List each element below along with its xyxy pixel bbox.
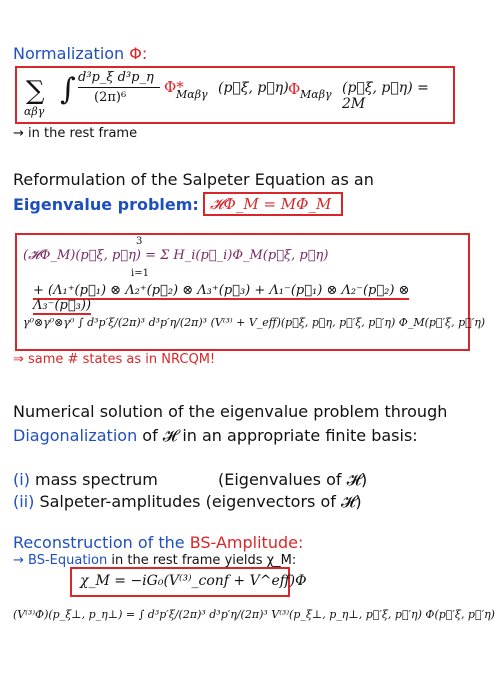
phi-subscript: Mαβγ (300, 88, 332, 101)
item1-text: mass spectrum (35, 470, 158, 489)
hamiltonian-line1: (𝓗Φ_M)(p⃗ξ, p⃗η) = Σ H_i(p⃗_i)Φ_M(p⃗ξ, p⃗η) (23, 248, 329, 263)
v3-phi-equation: (V⁽³⁾Φ)(p_ξ⊥, p_η⊥) = ∫ d³p′ξ/(2π)³ d³p′η/(2π)³ V⁽³⁾(p_ξ⊥, p_η⊥, p⃗′ξ, p⃗′η) Φ(p⃗′ξ, p⃗′η) (13, 608, 495, 621)
hamiltonian-line2 (33, 283, 468, 313)
item1-number: (i) (13, 470, 30, 489)
chi-equation: χ_M = −iG₀(V⁽³⁾_conf + V^eff)Φ (80, 573, 307, 589)
numerical-line2 (13, 426, 418, 446)
reconstruction-heading (13, 533, 303, 552)
reconstruction-title-pre: Reconstruction of the (13, 533, 185, 552)
eigenvalue-label: Eigenvalue problem: (13, 195, 199, 214)
integral-numerator: d³p_ξ d³p_η (78, 70, 154, 85)
hamiltonian-line3: γ⁰⊗γ⁰⊗γ⁰ ∫ d³p′ξ/(2π)³ d³p′η/(2π)³ (V⁽³⁾ + V_eff)(p⃗ξ, p⃗η, p⃗′ξ, p⃗′η) Φ_M(p⃗′ξ, p⃗′η) (23, 316, 486, 329)
normalization-heading (13, 44, 147, 63)
integral-denominator: (2π)⁶ (94, 90, 127, 105)
numerical-line2-rest: of 𝓗 in an appropriate finite basis: (142, 426, 418, 445)
reconstruction-title-post: BS-Amplitude: (189, 533, 304, 552)
sum-symbol: ∑ (26, 76, 45, 106)
sum-index: αβγ (24, 105, 45, 118)
fraction-bar (78, 87, 160, 88)
phi-args-1: (p⃗ξ, p⃗η) (218, 80, 289, 96)
phi-conjugate-subscript: Mαβγ (176, 88, 208, 101)
reformulation-line1: Reformulation of the Salpeter Equation as an (13, 170, 374, 189)
diagonalization-word: Diagonalization (13, 426, 138, 445)
hamiltonian-equation (23, 236, 486, 348)
nrcqm-note: ⇒ same # states as in NRCQM! (13, 352, 216, 367)
phi: Φ (288, 80, 301, 98)
normalization-title: Normalization (13, 44, 125, 63)
projector-line: + (Λ₁⁺(p⃗₁) ⊗ Λ₂⁺(p⃗₂) ⊗ Λ₃⁺(p⃗₃) + Λ₁⁻(p⃗₁) ⊗ Λ₂⁻(p⃗₂) ⊗ Λ₃⁻(p⃗₃)) (33, 283, 410, 313)
normalization-phi: Φ: (129, 44, 148, 63)
integral-symbol: ∫ (60, 72, 76, 107)
rest-frame-note: → in the rest frame (13, 126, 138, 141)
sum-top: 3 (136, 236, 143, 247)
phi-args-2: (p⃗ξ, p⃗η) = 2M (342, 80, 429, 112)
item2-number: (ii) (13, 492, 35, 511)
item2-text: Salpeter-amplitudes (eigenvectors of 𝓗) (39, 492, 362, 511)
sum-bottom: i=1 (131, 268, 149, 279)
bs-equation-label: → BS-Equation (13, 553, 108, 568)
bs-equation-note (13, 553, 296, 568)
item1-right: (Eigenvalues of 𝓗) (218, 470, 368, 489)
list-item-1 (13, 470, 493, 489)
numerical-line1: Numerical solution of the eigenvalue problem through (13, 402, 448, 421)
phi-conjugate: Φ* (164, 78, 184, 96)
list-item-2 (13, 492, 362, 512)
normalization-equation (26, 70, 451, 120)
bs-equation-rest: in the rest frame yields χ_M: (111, 553, 297, 568)
eigen-equation: 𝓗Φ_M = MΦ_M (210, 195, 332, 213)
